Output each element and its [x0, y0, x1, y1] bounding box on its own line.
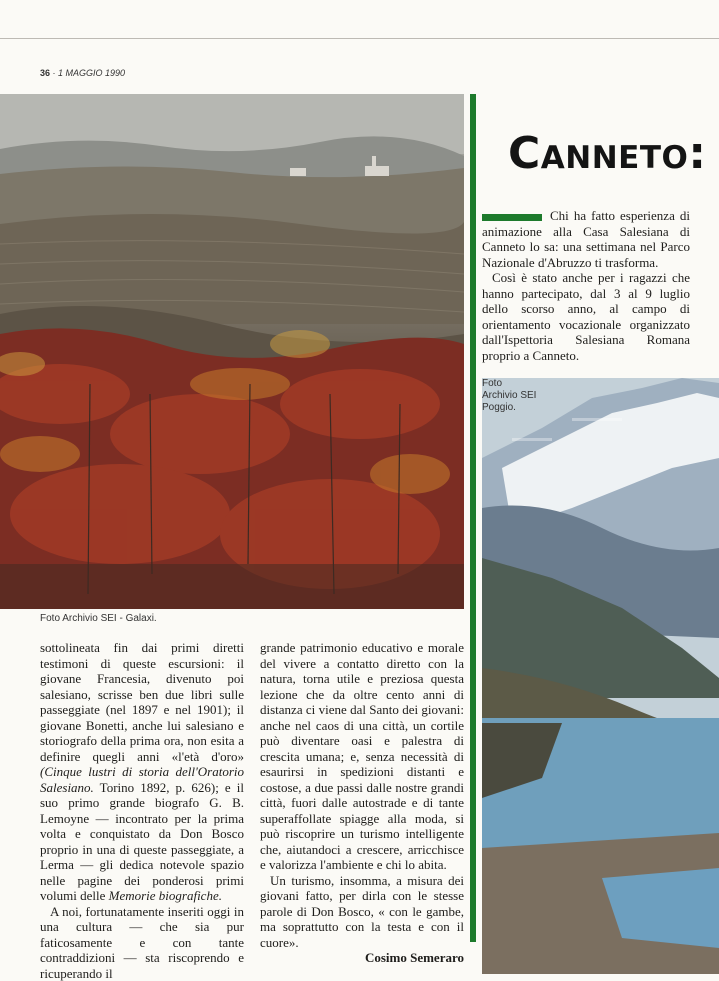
folio-separator: · [50, 68, 58, 78]
column1-paragraph-2: A noi, fortunatamente inseriti oggi in una cultura — che sia pur faticosamente e con tante contraddizioni — sta riscoprendo e ricuperando il [40, 904, 244, 981]
intro-paragraph-2: Così è stato anche per i ragazzi che hanno partecipato, dal 3 al 9 luglio dello scorso anno, al campo di orientamento vocazionale organizzato dall'Ispettoria Salesiana Romana proprio a Canneto. [482, 270, 690, 363]
top-rule [0, 38, 719, 39]
body-column-1 [40, 640, 244, 981]
right-caption-line-2: Archivio SEI [482, 390, 562, 402]
column1-paragraph-1 [40, 640, 244, 904]
body-column-2 [260, 640, 464, 966]
intro-text [482, 208, 690, 363]
author-signature: Cosimo Semeraro [260, 950, 464, 966]
column2-paragraph-1: grande patrimonio educativo e morale del vivere a contatto diretto con la natura, torna utile e preziosa questa lezione che da oltre cento anni di distanza ci viene dal Santo dei giovani: anche nel caos di una città, un cortile può diventare oasi e palestra di crescita umana; e, senza necessità di esaurirsi in spedizioni distanti e costose, a due passi dalle nostre grandi città, fuori dalle autostrade e di tante superaffollate spiagge alla moda, si può riscoprire un turismo intelligente che, aiutandoci a crescere, arricchisce e valorizza l'ambiente e chi lo abita. [260, 640, 464, 873]
right-photo-caption [482, 378, 562, 414]
page-number: 36 [40, 68, 50, 78]
mountain-lake-photo [482, 378, 719, 974]
green-vertical-bar [470, 94, 476, 942]
vineyard-photo [0, 94, 464, 609]
column2-paragraph-2: Un turismo, insomma, a misura dei giovani fatto, per dirla con le stesse parole di Don Bosco, « con le gambe, ma soprattutto con la testa e con il cuore». [260, 873, 464, 951]
right-caption-line-1: Foto [482, 378, 562, 390]
green-rule [482, 214, 542, 221]
column1-text-a: sottolineata fin dai primi diretti testimoni di queste escursioni: il giovane Francesia, divenuto poi salesiano, scrisse ben due libri sulle passeggiate (nel 1897 e nel 1901); il giovane Bonetti, anche lui salesiano e storiografo della prima ora, non esita a definire quegli anni «l'età d'oro» [40, 640, 244, 764]
folio [40, 68, 125, 78]
right-caption-line-3: Poggio. [482, 402, 562, 414]
intro-paragraph-1: Chi ha fatto esperienza di animazione alla Casa Salesiana di Canneto lo sa: una settimana nel Parco Nazionale d'Abruzzo ti trasforma. [482, 208, 690, 270]
column1-citation: (Cinque lustri di storia dell'Oratorio Salesiano. [40, 764, 244, 795]
issue-date: 1 MAGGIO 1990 [58, 68, 125, 78]
column1-text-b: Torino 1892, p. 626); e il suo primo grande biografo G. B. Lemoyne — incontrato per la prima volta e conquistato da Don Bosco proprio in una di queste passeggiate, a Lerma — gli dedica notevole spazio nelle pagine dei ponderosi primi volumi delle [40, 780, 244, 904]
headline: Canneto: [508, 128, 706, 179]
column1-book-title: Memorie biografiche. [109, 888, 222, 903]
left-photo-caption: Foto Archivio SEI - Galaxi. [40, 613, 157, 624]
